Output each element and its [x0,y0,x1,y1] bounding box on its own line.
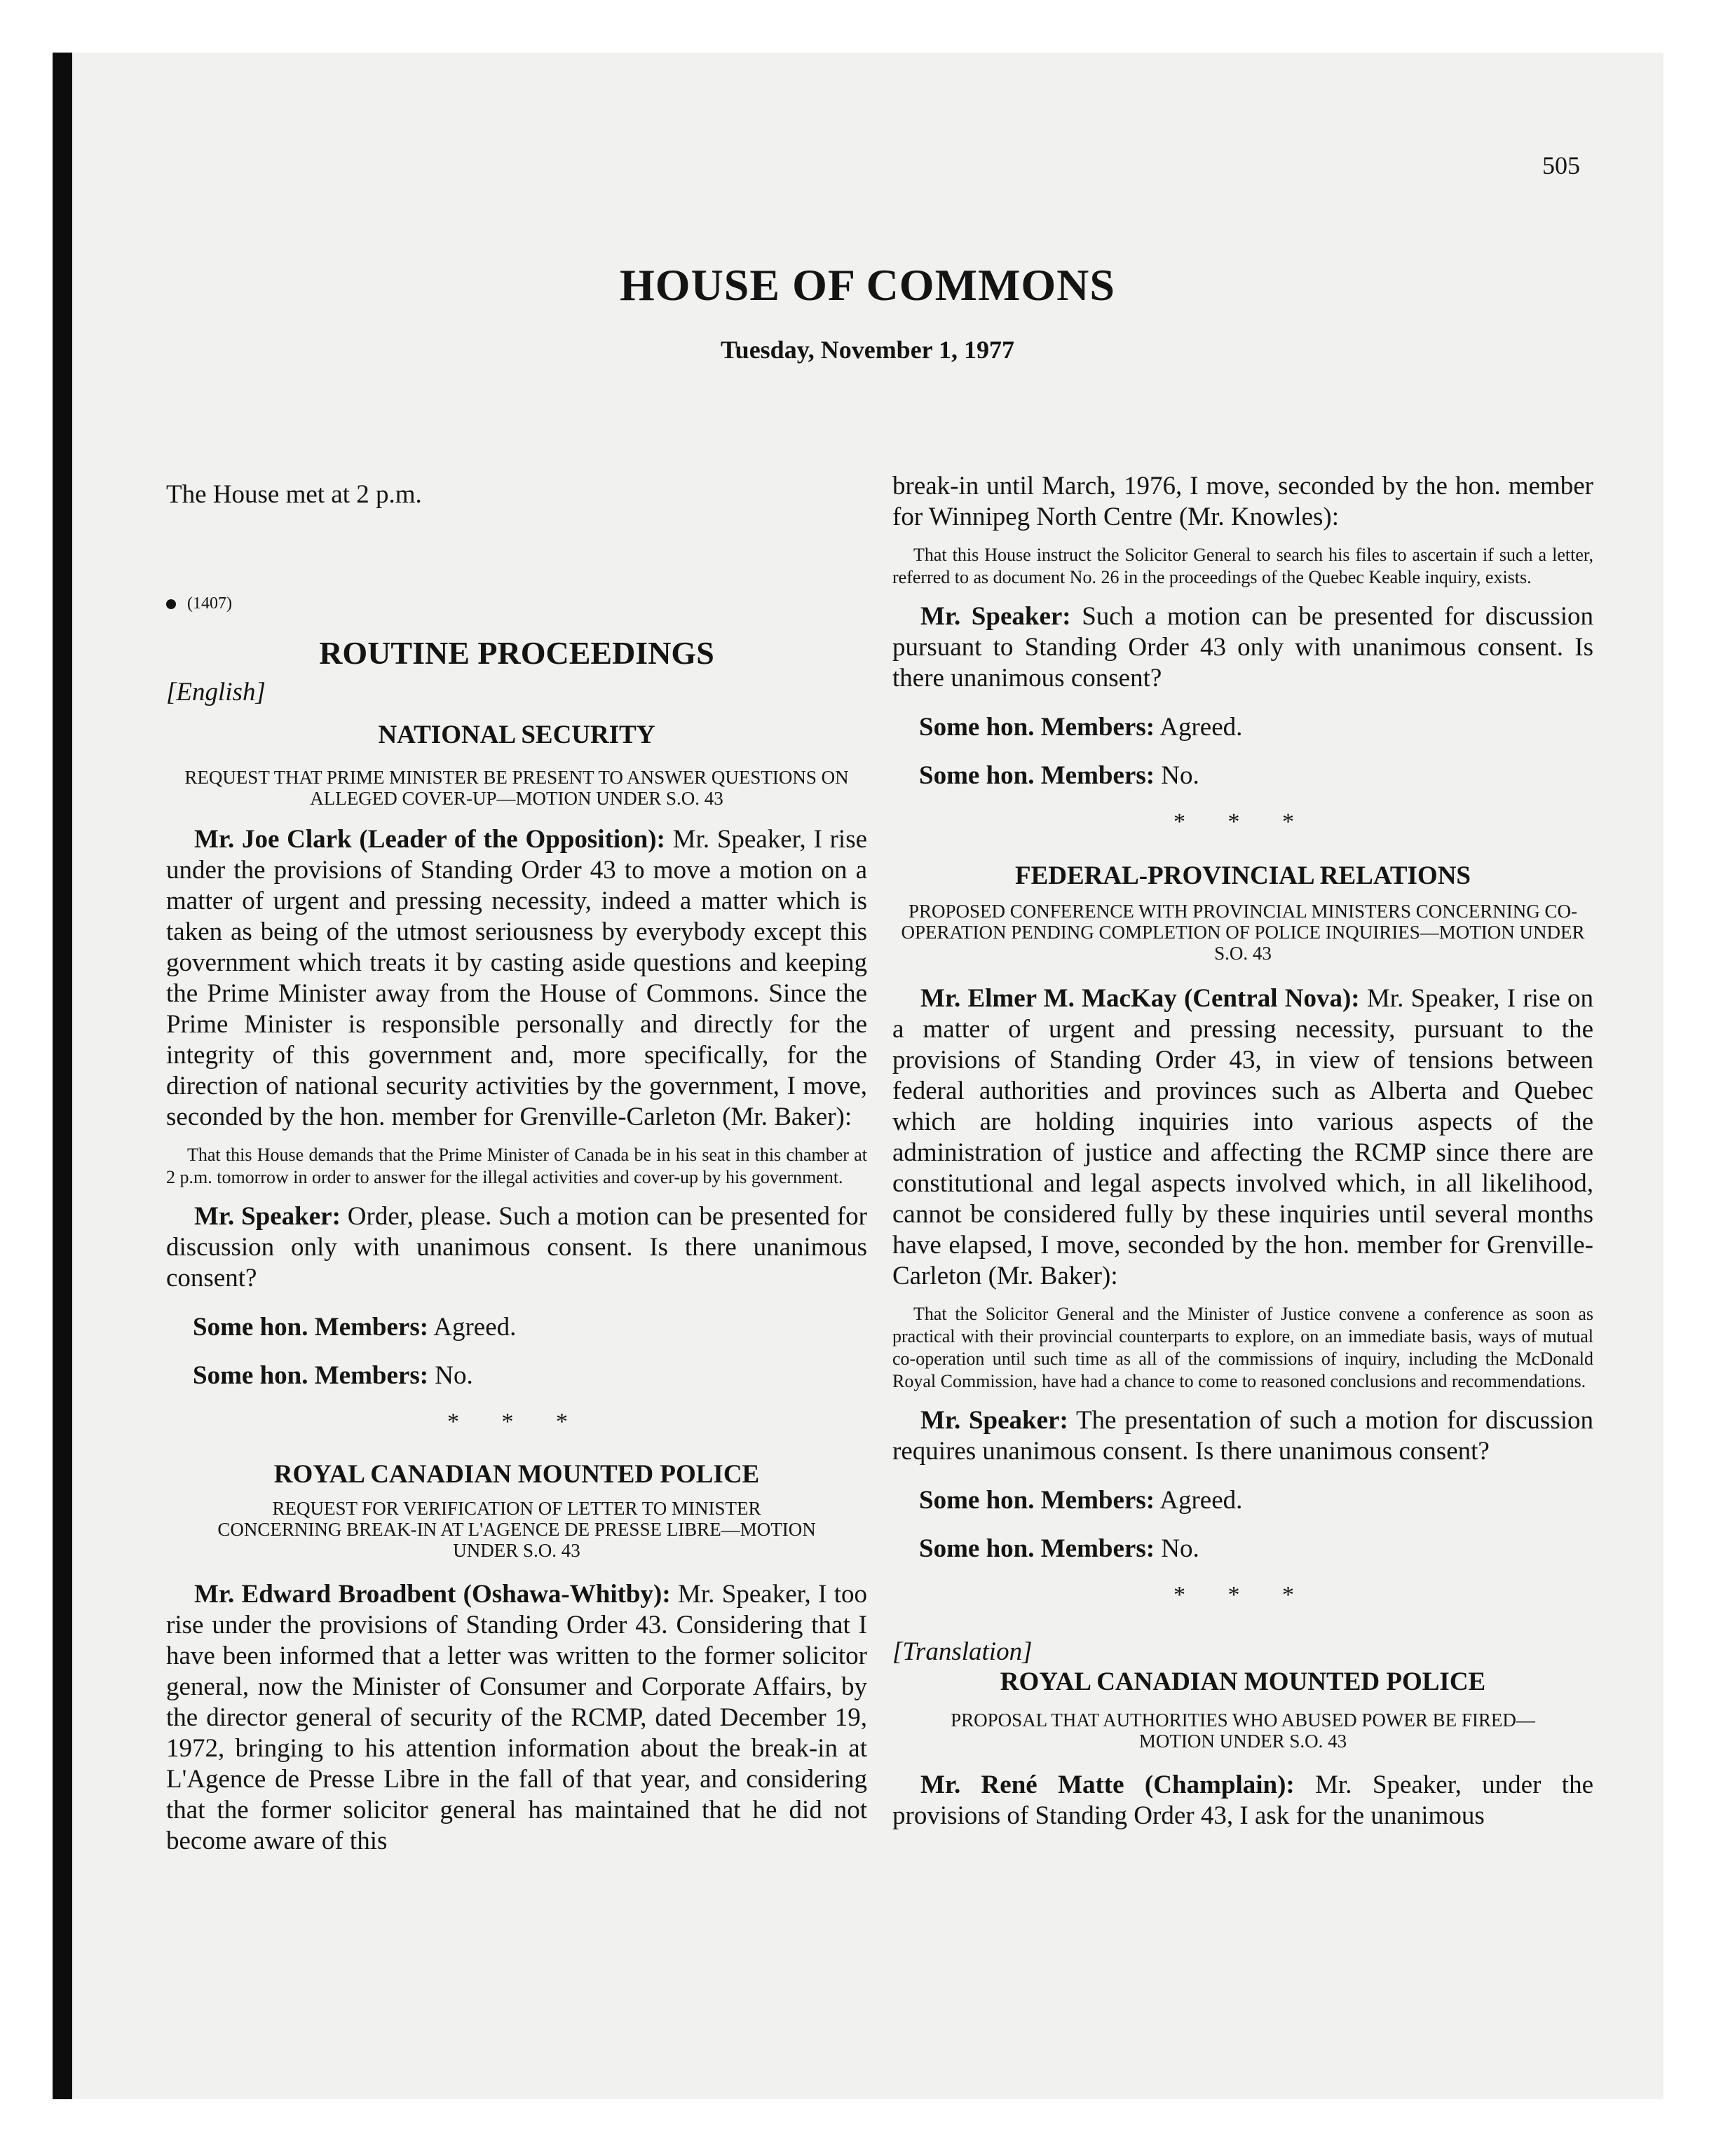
opening-line: The House met at 2 p.m. [166,480,422,509]
speech-text: The presentation of such a motion for discussion requires unanimous consent. Is there unanimous consent? [892,1406,1593,1466]
page-number: 505 [1542,151,1580,179]
speaker-name: Some hon. Members: [919,713,1155,742]
speech-broadbent [166,1579,867,1857]
reply-text: No. [1161,761,1199,790]
bullet-icon [166,599,176,609]
language-marker: [English] [166,678,266,707]
reply-text: Agreed. [1159,713,1243,742]
speech-clark [166,824,867,1133]
section-subheading: REQUEST FOR VERIFICATION OF LETTER TO MINISTER CONCERNING BREAK-IN AT L'AGENCE DE PRESSE LIBRE—MOTION UNDER S.O. 43 [217,1498,816,1561]
section-heading-rcmp-2: ROYAL CANADIAN MOUNTED POLICE [1000,1667,1486,1696]
left-column [166,471,867,1857]
reply-text: No. [1161,1534,1199,1563]
speech-mackay [892,983,1593,1292]
speaker-name: Some hon. Members: [919,761,1155,790]
speaker-name: Mr. René Matte (Champlain): [920,1770,1295,1799]
members-reply [166,1312,867,1342]
speaker-name: Mr. Speaker: [920,1406,1068,1435]
motion-text: That this House demands that the Prime Minister of Canada be in his seat in this chamber at 2 p.m. tomorrow in order to answer for the illegal activities and cover-up by his government. [166,1145,867,1187]
section-subheading: REQUEST THAT PRIME MINISTER BE PRESENT TO ANSWER QUESTIONS ON ALLEGED COVER-UP—MOTION UNDER S.O. 43 [184,767,849,809]
section-divider: * * * [1173,1582,1312,1608]
motion-text: That this House instruct the Solicitor General to search his files to ascertain if such a letter, referred to as document No. 26 in the proceedings of the Quebec Keable inquiry, exists. [892,545,1593,587]
sitting-date: Tuesday, November 1, 1977 [720,336,1015,364]
speech-text: Mr. Speaker, under the provisions of Standing Order 43, I ask for the unanimous [892,1770,1593,1830]
section-subheading: PROPOSED CONFERENCE WITH PROVINCIAL MINISTERS CONCERNING CO-OPERATION PENDING COMPLETION OF POLICE INQUIRIES—MOTION UNDER S.O. 43 [901,901,1585,964]
reply-text: Agreed. [1159,1486,1243,1515]
timestamp-marker [166,594,867,613]
section-heading-rcmp: ROYAL CANADIAN MOUNTED POLICE [273,1460,760,1489]
speaker-name: Some hon. Members: [193,1313,429,1342]
members-reply [892,1485,1593,1515]
speaker-name: Mr. Elmer M. MacKay (Central Nova): [920,984,1360,1013]
speech-speaker [892,601,1593,694]
section-subheading: PROPOSAL THAT AUTHORITIES WHO ABUSED POWER BE FIRED—MOTION UNDER S.O. 43 [951,1710,1535,1752]
speech-text: Such a motion can be presented for discussion pursuant to Standing Order 43 only with unanimous consent. Is there unanimous consent? [892,602,1593,692]
members-reply [892,1534,1593,1564]
speaker-name: Mr. Joe Clark (Leader of the Opposition): [194,825,665,854]
speech-continuation: break-in until March, 1976, I move, seconded by the hon. member for Winnipeg North Centre (Mr. Knowles): [892,472,1593,531]
members-reply [166,1360,867,1391]
speaker-name: Some hon. Members: [193,1361,429,1390]
page-title: HOUSE OF COMMONS [620,260,1115,310]
right-column [892,471,1593,1831]
section-heading-national-security: NATIONAL SECURITY [378,721,655,749]
speech-speaker [892,1405,1593,1467]
speech-text: Mr. Speaker, I rise on a matter of urgent and pressing necessity, pursuant to the provisions of Standing Order 43, in view of tensions between federal authorities and provinces such as Alberta and Quebec which are holding inquiries into various aspects of the administration of justice and affecting the RCMP since there are constitutional and legal aspects involved which, in all likelihood, cannot be considered fully by these inquiries until several months have elapsed, I move, seconded by the hon. member for Grenville-Carleton (Mr. Baker): [892,984,1593,1290]
speaker-name: Some hon. Members: [919,1534,1155,1563]
routine-proceedings-heading: ROUTINE PROCEEDINGS [319,635,714,671]
speech-text: Order, please. Such a motion can be presented for discussion only with unanimous consent. Is there unanimous consent? [166,1202,867,1292]
members-reply [892,760,1593,791]
section-divider: * * * [447,1409,586,1435]
speaker-name: Mr. Edward Broadbent (Oshawa-Whitby): [194,1580,671,1609]
language-marker: [Translation] [892,1637,1033,1666]
members-reply [892,712,1593,742]
timestamp-text: (1407) [187,594,232,613]
speech-matte [892,1770,1593,1831]
reply-text: Agreed. [433,1313,517,1342]
speaker-name: Mr. Speaker: [920,602,1071,631]
speech-speaker [166,1201,867,1294]
speaker-name: Mr. Speaker: [194,1202,341,1231]
speech-text: Mr. Speaker, I rise under the provisions of Standing Order 43 to move a motion on a matter of urgent and pressing necessity, indeed a matter which is taken as being of the utmost seriousness by everybody except this government which treats it by casting aside questions and keeping the Prime Minister away from the House of Commons. Since the Prime Minister is responsible personally and directly for the integrity of this government and, more specifically, for the direction of national security activities by the government, I move, seconded by the hon. member for Grenville-Carleton (Mr. Baker): [166,825,868,1131]
section-divider: * * * [1173,809,1312,835]
speaker-name: Some hon. Members: [919,1486,1155,1515]
reply-text: No. [435,1361,473,1390]
motion-text: That the Solicitor General and the Minister of Justice convene a conference as soon as practical with their provincial counterparts to explore, on an immediate basis, ways of mutual co-operation until such time as all of the commissions of inquiry, including the McDonald Royal Commission, have had a chance to come to reasoned conclusions and recommendations. [892,1304,1593,1391]
speech-text: Mr. Speaker, I too rise under the provisions of Standing Order 43. Considering that I have been informed that a letter was written to the former solicitor general, now the Minister of Consumer and Corporate Affairs, by the director general of security of the RCMP, dated December 19, 1972, bringing to his attention information about the break-in at L'Agence de Presse Libre in the fall of that year, and considering that the former solicitor general has maintained that he did not become aware of this [166,1580,868,1855]
section-heading-federal-provincial: FEDERAL-PROVINCIAL RELATIONS [1015,861,1471,890]
